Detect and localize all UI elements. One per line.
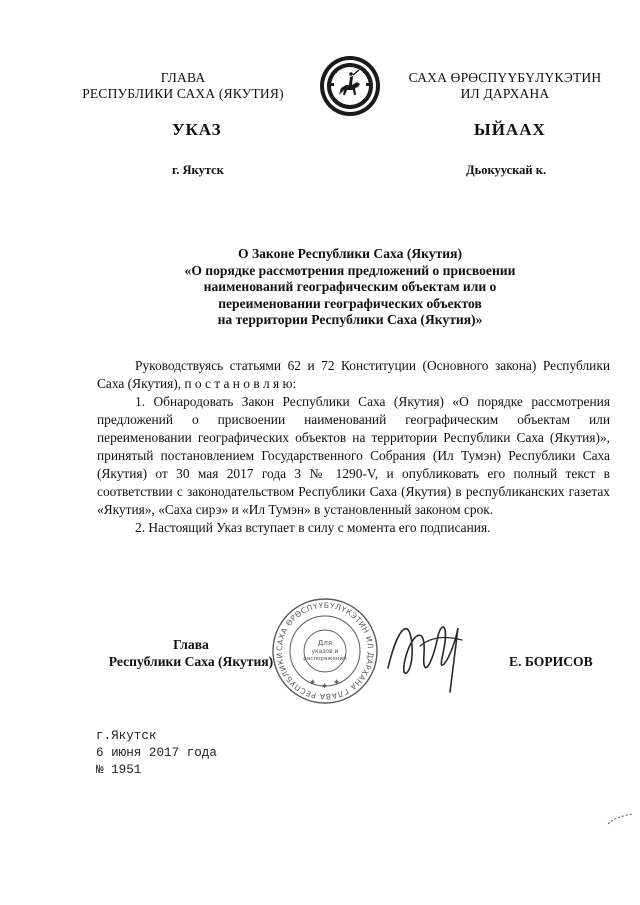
signatory-name: Е. БОРИСОВ — [509, 654, 593, 669]
header-right-line1: САХА ӨРӨСПҮҮБҮЛҮКЭТИН — [408, 70, 602, 85]
stamp-star-icons — [310, 679, 339, 690]
position-line1: Глава — [173, 637, 209, 652]
handwritten-signature — [380, 606, 470, 696]
document-title — [120, 246, 580, 329]
preamble-paragraph: Руководствуясь статьями 62 и 72 Конституции (Основного закона) Республики Саха (Якутия), п о с т а н о в л я ю: — [97, 358, 610, 391]
header-left-org — [78, 70, 288, 102]
svg-text:✱: ✱ — [310, 680, 316, 686]
coat-of-arms-icon — [319, 55, 381, 117]
title-line: О Законе Республики Саха (Якутия) — [237, 246, 463, 261]
title-line: переименовании географических объектов — [218, 295, 482, 311]
margin-scribble — [606, 812, 634, 828]
item-1-paragraph: 1. Обнародовать Закон Республики Саха (Якутия) «О порядке рассмотрения предложений о присвоении наименований географическим объектам или переименовании географических объектов на территории Республики Саха (Якутия)», принятый постановлением Государственного Собрания (Ил Тумэн) Республики Саха (Якутия) от 30 мая 2017 года З № 1290-V, и опубликовать его полный текст в соответствии с законодательством Республики Саха (Якутия) в республиканских газетах «Якутия», «Саха сирэ» и «Ил Тумэн» в установленный законом срок. — [97, 394, 610, 517]
stamp-center-line1: Для — [317, 639, 333, 647]
title-line: наименований географическим объектам или о — [203, 279, 497, 295]
official-stamp — [270, 596, 380, 706]
stamp-center-line2: указов и — [311, 648, 339, 655]
footer-date: 6 июня 2017 года — [96, 746, 217, 760]
doc-type-sakha: ЫЙААХ — [474, 120, 546, 139]
item-2-paragraph: 2. Настоящий Указ вступает в силу с момента его подписания. — [135, 520, 491, 535]
city-ru: г. Якутск — [172, 163, 224, 177]
signatory-position — [96, 636, 286, 670]
stamp-ring-text: САХА ӨРӨСПҮҮБҮЛҮКЭТИН ИЛ ДАРХАНА ГЛАВА РЕСПУБЛИКИ — [274, 600, 376, 702]
svg-text:✱: ✱ — [322, 684, 328, 690]
title-line: на территории Республики Саха (Якутия)» — [217, 312, 483, 328]
stamp-center-line3: распоряжений — [303, 656, 347, 662]
footer-details — [96, 728, 217, 779]
city-sakha: Дьокуускай к. — [466, 163, 547, 177]
title-line: «О порядке рассмотрения предложений о присвоении — [184, 262, 516, 278]
position-line2: Республики Саха (Якутия) — [108, 654, 274, 669]
footer-city: г.Якутск — [96, 729, 157, 743]
header-left-line2: РЕСПУБЛИКИ САХА (ЯКУТИЯ) — [82, 86, 284, 101]
document-body — [97, 357, 610, 537]
header-left-line1: ГЛАВА — [160, 70, 206, 85]
header-right-line2: ИЛ ДАРХАНА — [460, 86, 550, 101]
doc-type-ru: УКАЗ — [172, 120, 222, 139]
footer-number: № 1951 — [96, 763, 142, 777]
svg-text:✱: ✱ — [334, 680, 340, 686]
header-right-org — [400, 70, 610, 102]
